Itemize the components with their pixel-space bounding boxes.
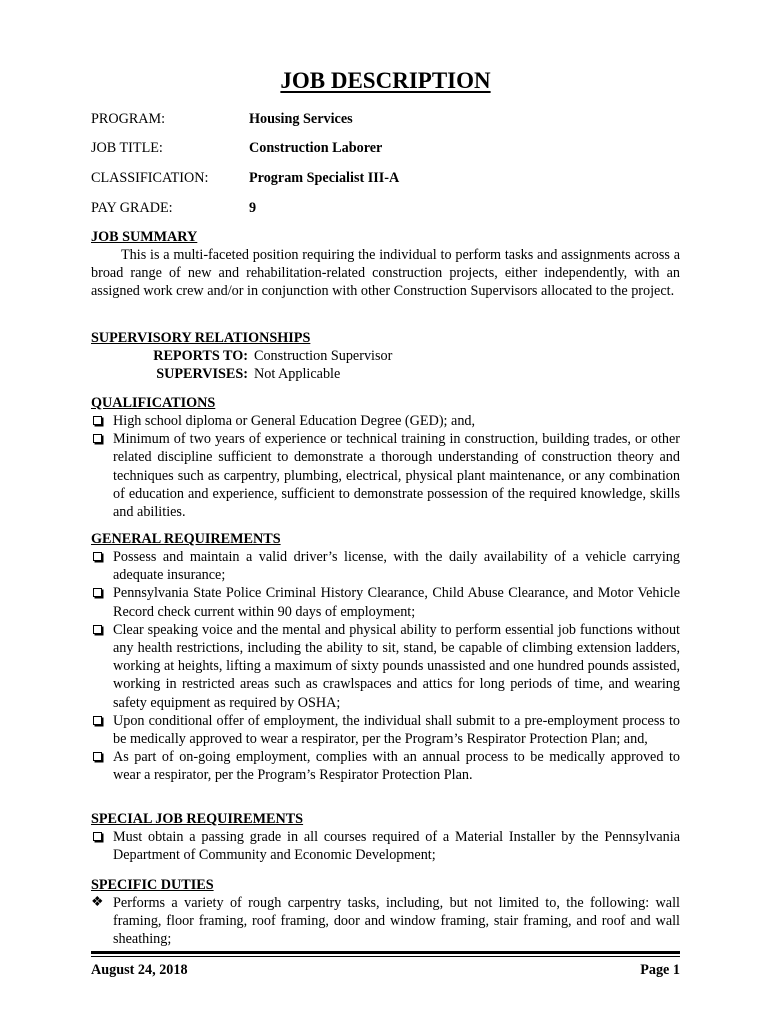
- qualifications-heading: QUALIFICATIONS: [91, 395, 216, 411]
- supervises-row: [135, 365, 392, 383]
- list-item: [91, 548, 680, 584]
- reports-to-value: Construction Supervisor: [254, 348, 393, 364]
- field-value: 9: [249, 200, 257, 216]
- checkbox-bullet-icon: [93, 552, 102, 561]
- list-item-text: Must obtain a passing grade in all courses required of a Material Installer by the Pennsylvania Department of Community and Economic Development;: [113, 829, 680, 864]
- field-label: JOB TITLE:: [91, 140, 163, 156]
- footer-divider: [91, 951, 680, 954]
- list-item: [91, 712, 680, 748]
- page-footer: [91, 961, 680, 979]
- supervisory-heading: SUPERVISORY RELATIONSHIPS: [91, 330, 311, 346]
- list-item-text: High school diploma or General Education Degree (GED); and,: [113, 413, 476, 429]
- special-requirements-heading: SPECIAL JOB REQUIREMENTS: [91, 811, 304, 827]
- supervisory-block: [135, 347, 392, 383]
- job-summary-body: This is a multi-faceted position requiring the individual to perform tasks and assignments across a broad range of new and rehabilitation-related construction projects, either independently, with an assigned work crew and/or in conjunction with other Construction Supervisors allocated to the project.: [91, 247, 680, 300]
- reports-to-row: [135, 347, 392, 365]
- list-item: [91, 621, 680, 712]
- field-label: PAY GRADE:: [91, 200, 173, 216]
- supervises-value: Not Applicable: [254, 366, 341, 382]
- checkbox-bullet-icon: [93, 588, 102, 597]
- general-requirements-list: [91, 548, 680, 785]
- list-item-text: As part of on-going employment, complies with an annual process to be medically approved to wear a respirator, per the Program’s Respirator Protection Plan.: [113, 749, 680, 784]
- list-item: [91, 748, 680, 784]
- qualifications-list: [91, 412, 680, 521]
- list-item-text: Minimum of two years of experience or technical training in construction, building trades, or other related discipline sufficient to demonstrate a thorough understanding of construction theory and techniques such as carpentry, plumbing, electrical, physical plant maintenance, or any combination of education and experience, sufficient to demonstrate possession of the required knowledge, skills and abilities.: [113, 431, 680, 521]
- list-item-text: Clear speaking voice and the mental and physical ability to perform essential job functions without any health restrictions, including the ability to sit, stand, be capable of climbing extension ladders, working at heights, lifting a maximum of sixty pounds unassisted and one hundred pounds assisted, working in restricted areas such as crawlspaces and attics for long periods of time, and wearing safety equipment as required by OSHA;: [113, 621, 680, 711]
- list-item: [91, 412, 680, 430]
- checkbox-bullet-icon: [93, 716, 102, 725]
- document-title: JOB DESCRIPTION: [280, 68, 491, 93]
- list-item-text: Upon conditional offer of employment, the individual shall submit to a pre-employment process to be medically approved to wear a respirator, per the Program’s Respirator Protection Plan; and,: [113, 712, 680, 748]
- reports-to-label: REPORTS TO:: [153, 348, 248, 364]
- list-item: [91, 430, 680, 521]
- list-item: [91, 828, 680, 864]
- checkbox-bullet-icon: [93, 625, 102, 634]
- checkbox-bullet-icon: [93, 434, 102, 443]
- job-summary-text: [91, 246, 680, 301]
- checkbox-bullet-icon: [93, 832, 102, 841]
- field-label: PROGRAM:: [91, 111, 166, 127]
- checkbox-bullet-icon: [93, 416, 102, 425]
- list-item: [91, 584, 680, 620]
- document-page: [91, 0, 680, 1024]
- special-requirements-list: [91, 828, 680, 864]
- field-value: Housing Services: [249, 111, 353, 127]
- specific-duties-heading: SPECIFIC DUTIES: [91, 877, 214, 893]
- specific-duties-list: [91, 894, 680, 949]
- four-diamond-bullet-icon: ❖: [91, 895, 104, 910]
- footer-page-number: Page 1: [640, 962, 680, 978]
- field-value: Construction Laborer: [249, 140, 383, 156]
- general-requirements-heading: GENERAL REQUIREMENTS: [91, 531, 281, 547]
- list-item-text: Pennsylvania State Police Criminal History Clearance, Child Abuse Clearance, and Motor Vehicle Record check current within 90 days of employment;: [113, 585, 680, 620]
- job-summary-heading: JOB SUMMARY: [91, 229, 198, 245]
- list-item-text: Performs a variety of rough carpentry tasks, including, but not limited to, the following: wall framing, floor framing, roof framing, door and window framing, stair framing, and roof and wall sheathing;: [113, 895, 680, 948]
- field-label: CLASSIFICATION:: [91, 170, 209, 186]
- field-value: Program Specialist III-A: [249, 170, 400, 186]
- checkbox-bullet-icon: [93, 752, 102, 761]
- list-item-text: Possess and maintain a valid driver’s license, with the daily availability of a vehicle carrying adequate insurance;: [113, 549, 680, 584]
- footer-date: August 24, 2018: [91, 962, 188, 978]
- footer-divider-thin: [91, 956, 680, 957]
- list-item: [91, 894, 680, 949]
- supervises-label: SUPERVISES:: [156, 366, 248, 382]
